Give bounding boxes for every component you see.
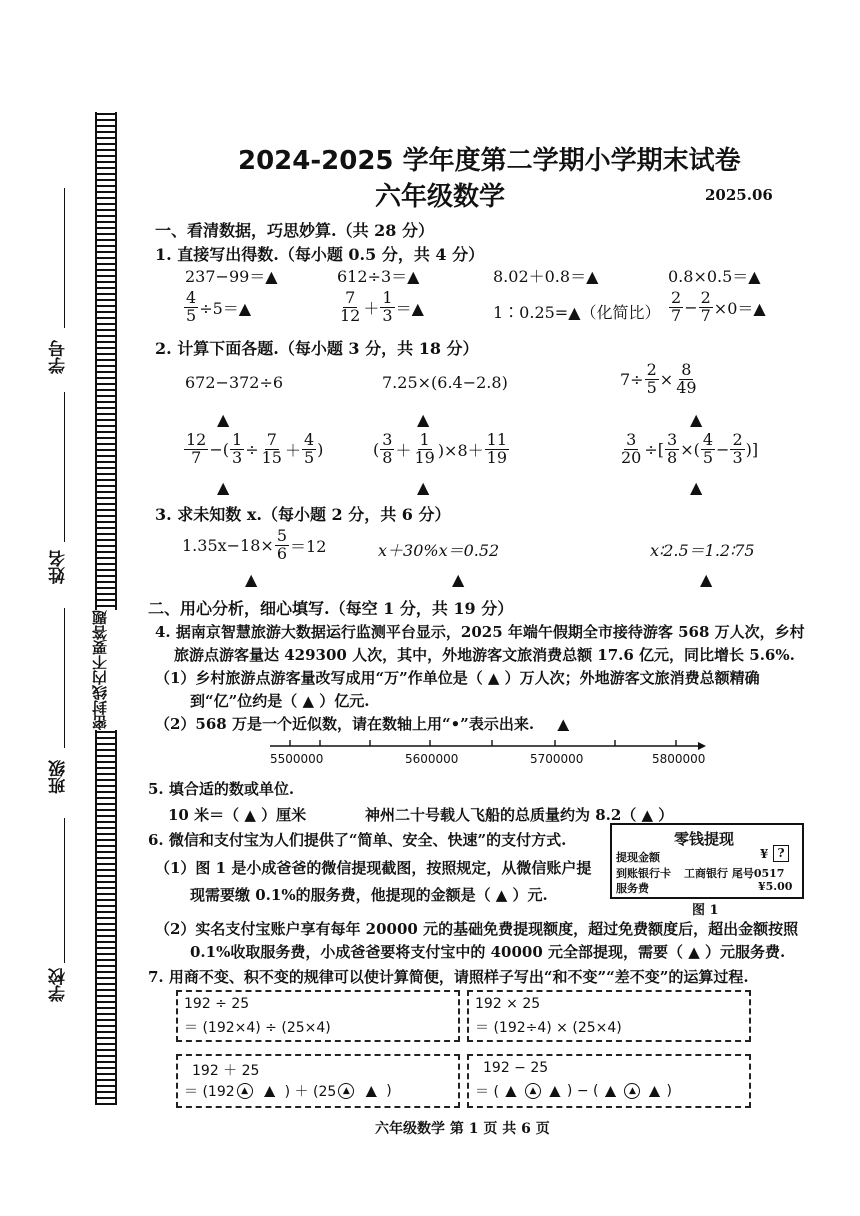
answer-mark: ▲: [217, 410, 230, 429]
name-label: 姓名: [49, 550, 69, 584]
class-label: 班级: [49, 760, 69, 794]
class-line: [64, 818, 65, 963]
q4-part2: （2）568 万是一个近似数，请在数轴上用“•”表示出来. ▲: [155, 713, 587, 734]
q1-heading: 1. 直接写出得数.（每小题 0.5 分，共 4 分）: [155, 245, 485, 264]
answer-box-sum: [176, 1054, 460, 1108]
box-line: 192 ÷ 25: [184, 996, 250, 1012]
figure-row-label: 服务费: [616, 882, 649, 895]
number-line-label: 5500000: [270, 752, 324, 766]
q7-heading: 7. 用商不变、积不变的规律可以使计算简便，请照样子写出“和不变”“差不变”的运算过程.: [148, 968, 749, 986]
q1-item: 237−99＝▲: [185, 267, 278, 286]
q5-item: 神州二十号载人飞船的总质量约为 8.2（ ▲ ）: [365, 806, 674, 824]
answer-mark: ▲: [452, 570, 465, 589]
q1-item: $\frac{7}{12}$ ＋ $\frac{1}{3}$ ＝▲: [340, 288, 424, 325]
q2-item: 7.25×(6.4−2.8): [382, 373, 508, 392]
answer-box-difference: [467, 1054, 751, 1108]
figure-title: 零钱提现: [674, 830, 735, 848]
figure-row-value: ¥: [760, 847, 769, 861]
q4-text: 4. 据南京智慧旅游大数据运行监测平台显示，2025 年端午假期全市接待游客 568 万人次，乡村: [155, 623, 805, 641]
q1-item: $\frac{4}{5}$ ÷5＝▲: [186, 288, 252, 325]
unknown-amount-box: ?: [773, 845, 789, 862]
operator-circle: ▲: [525, 1083, 541, 1099]
q1-item: $\frac{2}{7}$ − $\frac{2}{7}$ ×0＝▲: [671, 288, 766, 325]
q5-heading: 5. 填合适的数或单位.: [148, 780, 295, 798]
section-1-heading: 一、看清数据，巧思妙算.（共 28 分）: [155, 221, 434, 240]
answer-mark: ▲: [245, 570, 258, 589]
q4-part1: 到“亿”位约是（ ▲ ）亿元.: [190, 692, 370, 710]
q3-item: x∶2.5＝1.2∶75: [650, 541, 755, 560]
box-line: 192 × 25: [475, 996, 541, 1012]
box-line: ＝ (192×4) ÷ (25×4): [184, 1020, 331, 1036]
q3-item: x＋30%x＝0.52: [378, 541, 500, 560]
school-label: 学校: [49, 968, 69, 1002]
figure-row-value: ¥5.00: [758, 880, 793, 893]
q3-item: 1.35x−18× $\frac{5}{6}$ ＝12: [182, 526, 327, 563]
q2-item: ( $\frac{3}{8}$ ＋ $\frac{1}{19}$ )×8＋ $\frac{11}{19}$: [373, 430, 508, 467]
example-box-quotient: [176, 990, 460, 1042]
answer-mark: ▲: [417, 410, 430, 429]
box-line: 192 ＋ 25: [192, 1063, 260, 1079]
number-line-label: 5600000: [405, 752, 459, 766]
page-footer: 六年级数学 第 1 页 共 6 页: [375, 1121, 550, 1137]
student-id-line-2: [64, 392, 65, 542]
box-line: 192 − 25: [483, 1060, 549, 1076]
q6-part1: 现需要缴 0.1%的服务费，他提现的金额是（ ▲ ）元.: [190, 886, 548, 904]
answer-blank: ▲: [557, 715, 570, 733]
number-line-label: 5800000: [652, 752, 706, 766]
figure-row-label: 到账银行卡: [616, 867, 671, 880]
figure-row-value: 工商银行 尾号0517: [684, 867, 785, 880]
name-line: [64, 608, 65, 748]
exam-date: 2025.06: [705, 186, 773, 204]
page-title: 2024-2025 学年度第二学期小学期末试卷: [238, 146, 741, 176]
answer-mark: ▲: [700, 570, 713, 589]
q1-item: 0.8×0.5＝▲: [668, 267, 761, 286]
box-line: ＝ (192 ▲ ▲ ) ＋ (25 ▲ ▲ ): [184, 1083, 392, 1100]
q2-item: 7÷ $\frac{2}{5}$ × $\frac{8}{49}$: [620, 360, 697, 397]
q2-item: $\frac{12}{7}$ −( $\frac{1}{3}$ ÷ $\frac{7}{15}$ ＋ $\frac{4}{5}$ ): [186, 430, 324, 467]
answer-mark: ▲: [690, 478, 703, 497]
withdrawal-figure: [610, 823, 804, 899]
q6-part1: （1）图 1 是小成爸爸的微信提现截图，按照规定，从微信账户提: [155, 859, 592, 877]
operator-circle: ▲: [338, 1083, 354, 1099]
q1-item: 1∶0.25=▲（化简比）: [493, 303, 661, 322]
q6-part2: 0.1%收取服务费，小成爸爸要将支付宝中的 40000 元全部提现，需要（ ▲ ）元服务费.: [190, 943, 786, 961]
q6-heading: 6. 微信和支付宝为人们提供了“简单、安全、快速”的支付方式.: [148, 831, 567, 849]
answer-mark: ▲: [417, 478, 430, 497]
section-2-heading: 二、用心分析，细心填写.（每空 1 分，共 19 分）: [148, 599, 514, 618]
q5-item: 10 米＝（ ▲ ）厘米: [168, 806, 307, 824]
operator-circle: ▲: [237, 1083, 253, 1099]
number-line-label: 5700000: [530, 752, 584, 766]
binding-stripe: [95, 112, 117, 1105]
q4-text: 旅游点游客量达 429300 人次，其中，外地游客文旅消费总额 17.6 亿元，同比增长 5.6%.: [174, 646, 795, 664]
figure-caption: 图 1: [692, 903, 719, 918]
q2-heading: 2. 计算下面各题.（每小题 3 分，共 18 分）: [155, 339, 479, 358]
q4-part1: （1）乡村旅游点游客量改写成用“万”作单位是（ ▲ ）万人次；外地游客文旅消费总额精确: [155, 669, 760, 687]
q1-item: 8.02＋0.8＝▲: [493, 267, 599, 286]
q3-heading: 3. 求未知数 x.（每小题 2 分，共 6 分）: [155, 505, 451, 524]
number-line: [260, 738, 710, 778]
example-box-product: [467, 990, 751, 1042]
seal-text: 密封线内不要答题: [90, 610, 120, 730]
q6-part2: （2）实名支付宝账户享有每年 20000 元的基础免费提现额度，超过免费额度后，超出金额按照: [155, 920, 799, 938]
answer-mark: ▲: [690, 410, 703, 429]
box-line: ＝ (192÷4) × (25×4): [475, 1020, 622, 1036]
q2-item: 672−372÷6: [185, 373, 284, 392]
student-id-line: [64, 188, 65, 328]
answer-mark: ▲: [217, 478, 230, 497]
q2-item: $\frac{3}{20}$ ÷[ $\frac{3}{8}$ ×( $\frac{4}{5}$ − $\frac{2}{3}$ )]: [621, 430, 759, 467]
student-id-label: 学号: [49, 340, 69, 374]
q1-item: 612÷3＝▲: [337, 267, 420, 286]
page-subtitle: 六年级数学: [375, 182, 506, 212]
figure-row-label: 提现金额: [616, 851, 660, 864]
box-line: ＝ ( ▲ ▲ ▲ ) − ( ▲ ▲ ▲ ): [475, 1083, 672, 1100]
operator-circle: ▲: [624, 1083, 640, 1099]
